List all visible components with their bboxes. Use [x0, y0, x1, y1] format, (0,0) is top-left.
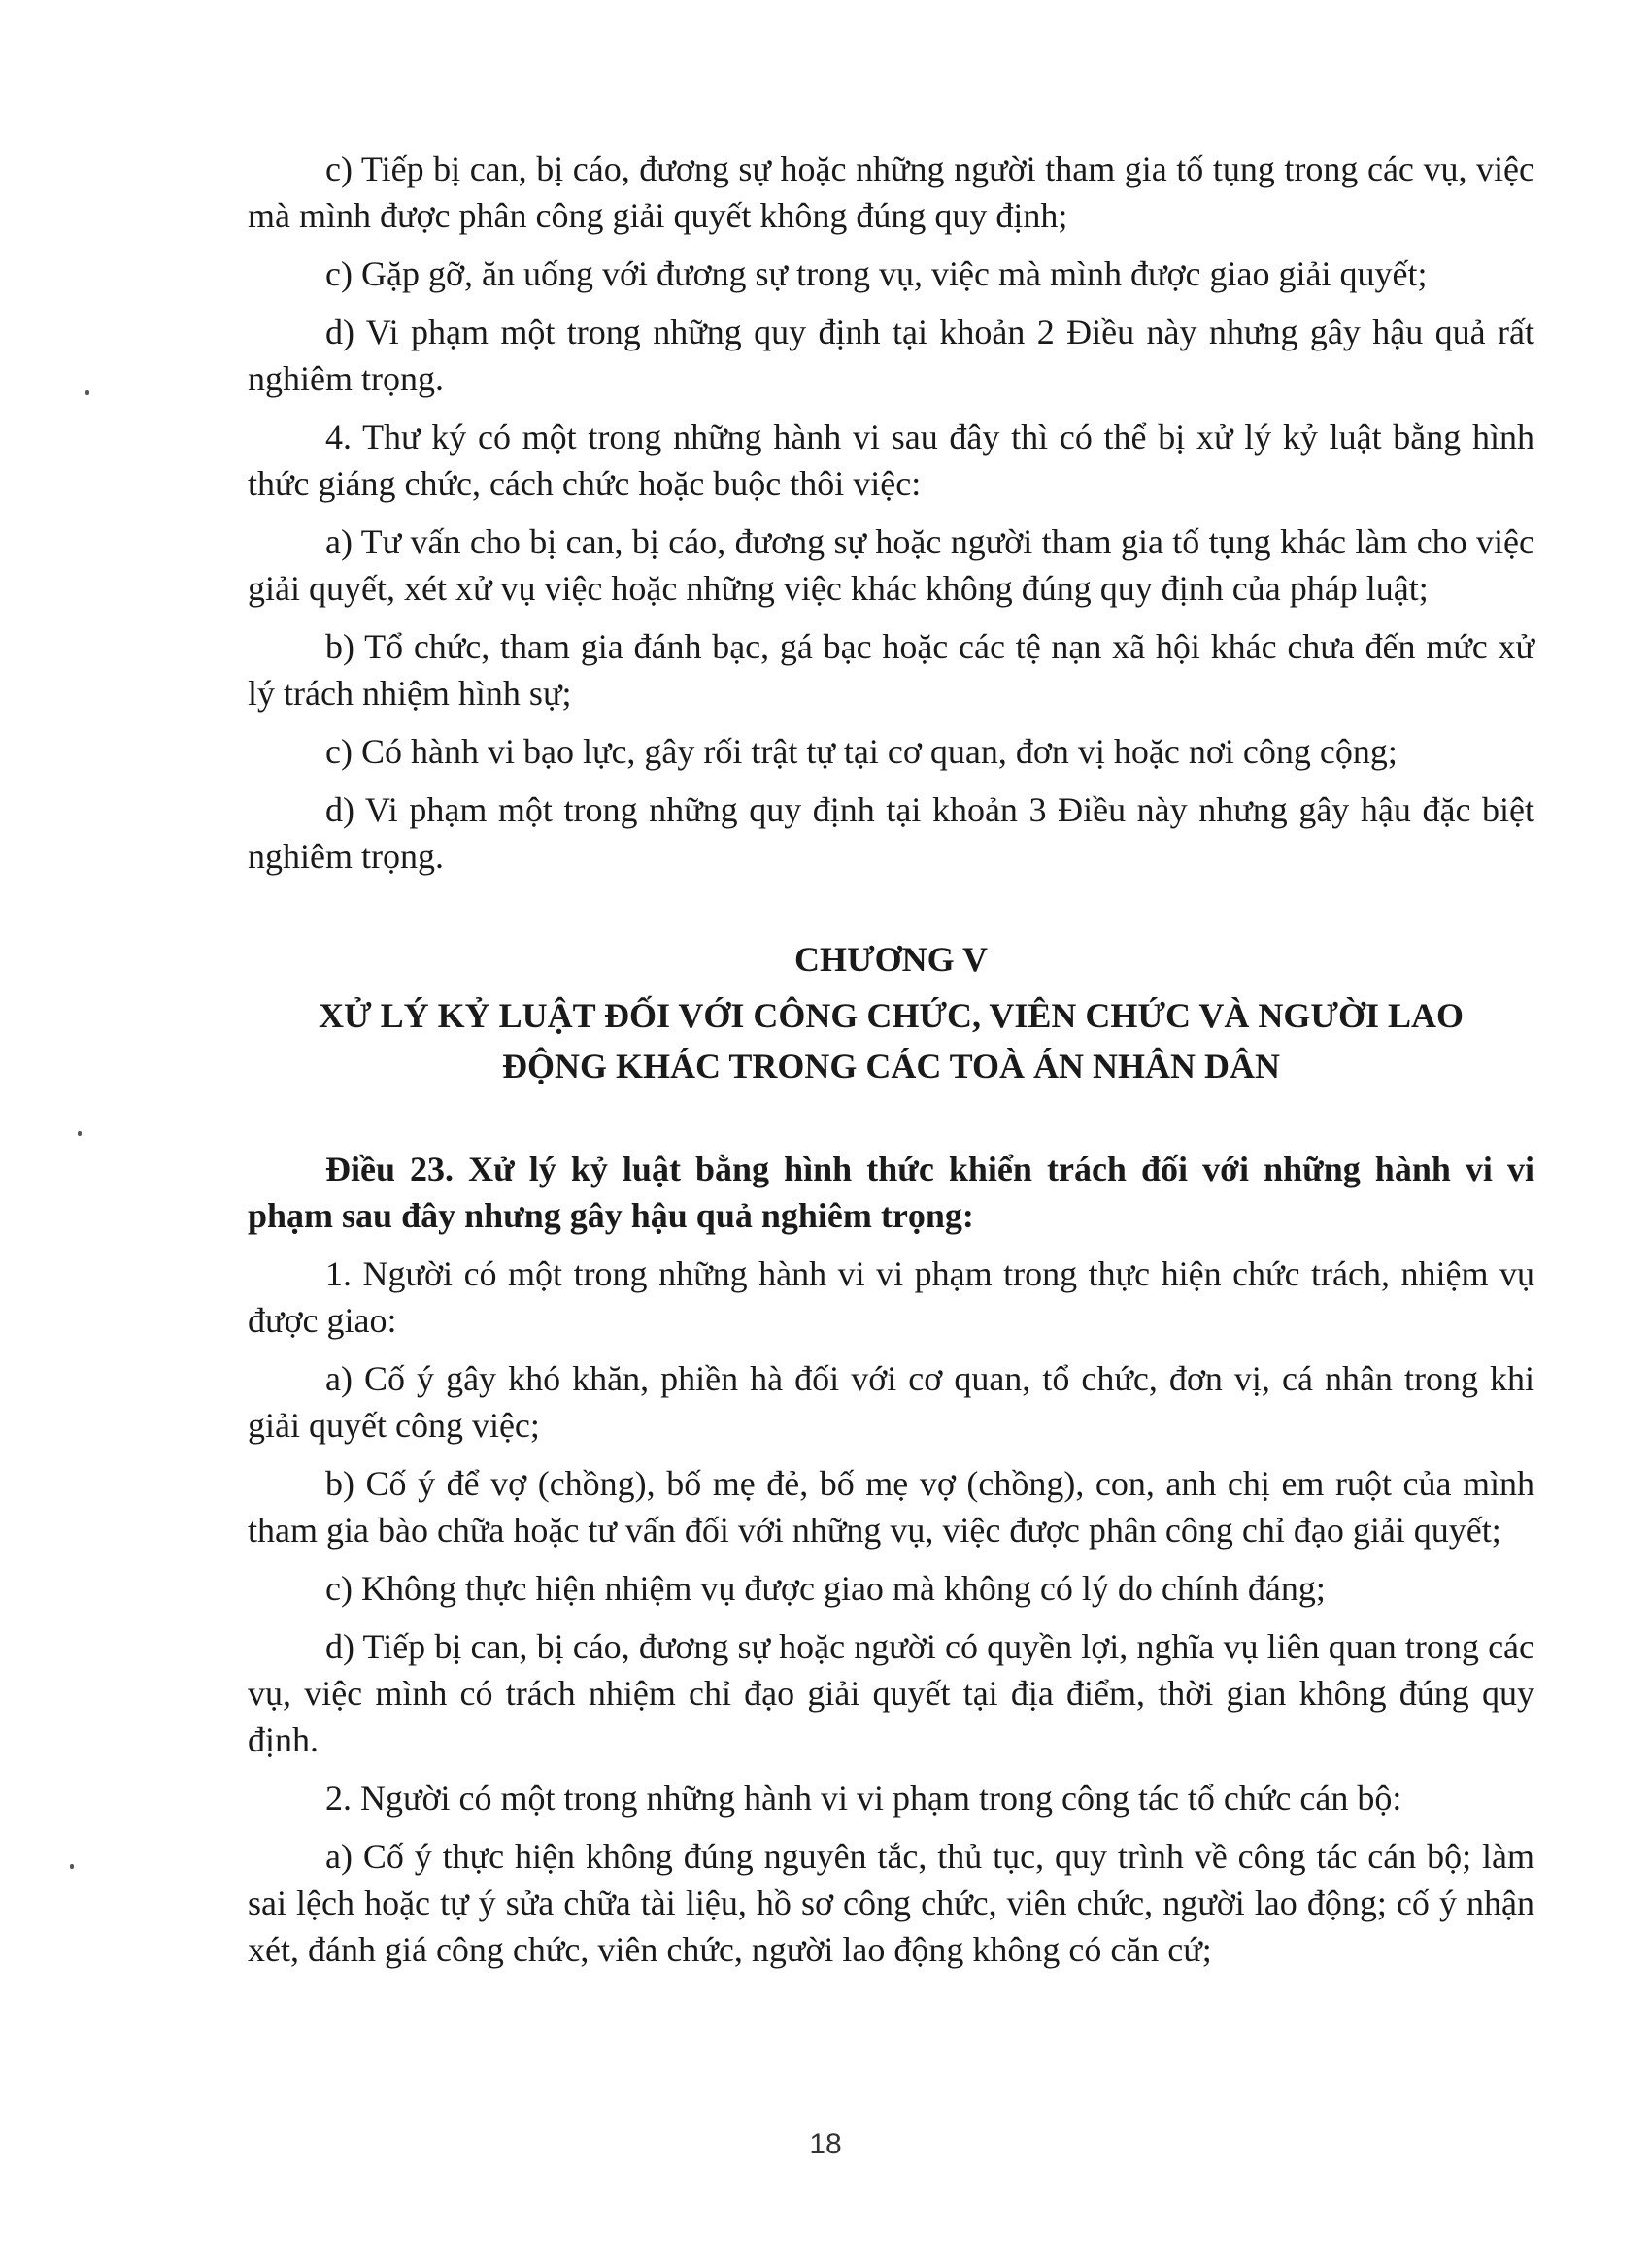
- scan-speck: [78, 1131, 82, 1136]
- scan-speck: [85, 390, 89, 395]
- chapter-heading: [248, 936, 1534, 1091]
- paragraph: d) Tiếp bị can, bị cáo, đương sự hoặc người có quyền lợi, nghĩa vụ liên quan trong các vụ, việc mình có trách nhiệm chỉ đạo giải quyết tại địa điểm, thời gian không đúng quy định.: [248, 1627, 1534, 1759]
- paragraph: 1. Người có một trong những hành vi vi phạm trong thực hiện chức trách, nhiệm vụ được giao:: [248, 1254, 1534, 1340]
- chapter-subtitle-line-2: ĐỘNG KHÁC TRONG CÁC TOÀ ÁN NHÂN DÂN: [501, 1047, 1281, 1085]
- chapter-subtitle-line-1: XỬ LÝ KỶ LUẬT ĐỐI VỚI CÔNG CHỨC, VIÊN CHỨC VÀ NGƯỜI LAO: [318, 996, 1465, 1035]
- chapter-title: CHƯƠNG V: [793, 940, 988, 979]
- paragraph: a) Cố ý gây khó khăn, phiền hà đối với cơ quan, tổ chức, đơn vị, cá nhân trong khi giải quyết công việc;: [248, 1359, 1534, 1445]
- document-page: [248, 146, 1534, 1984]
- paragraph: a) Cố ý thực hiện không đúng nguyên tắc, thủ tục, quy trình về công tác cán bộ; làm sai lệch hoặc tự ý sửa chữa tài liệu, hồ sơ công chức, viên chức, người lao động; cố ý nhận xét, đánh giá công chức, viên chức, người lao động không có căn cứ;: [248, 1837, 1534, 1969]
- paragraph: b) Tổ chức, tham gia đánh bạc, gá bạc hoặc các tệ nạn xã hội khác chưa đến mức xử lý trách nhiệm hình sự;: [248, 627, 1534, 713]
- page-number: 18: [809, 2128, 842, 2160]
- section-bottom: [248, 1251, 1534, 1973]
- paragraph: b) Cố ý để vợ (chồng), bố mẹ đẻ, bố mẹ vợ (chồng), con, anh chị em ruột của mình tham gia bào chữa hoặc tư vấn đối với những vụ, việc được phân công chỉ đạo giải quyết;: [248, 1464, 1534, 1550]
- paragraph: c) Tiếp bị can, bị cáo, đương sự hoặc những người tham gia tố tụng trong các vụ, việc mà mình được phân công giải quyết không đúng quy định;: [248, 150, 1534, 235]
- paragraph: c) Gặp gỡ, ăn uống với đương sự trong vụ, việc mà mình được giao giải quyết;: [325, 254, 1428, 293]
- paragraph: 4. Thư ký có một trong những hành vi sau đây thì có thể bị xử lý kỷ luật bằng hình thức giáng chức, cách chức hoặc buộc thôi việc:: [248, 417, 1534, 503]
- section-top: [248, 146, 1534, 880]
- article-heading: Điều 23. Xử lý kỷ luật bằng hình thức khiển trách đối với những hành vi vi phạm sau đây nhưng gây hậu quả nghiêm trọng:: [248, 1150, 1534, 1235]
- paragraph: a) Tư vấn cho bị can, bị cáo, đương sự hoặc người tham gia tố tụng khác làm cho việc giải quyết, xét xử vụ việc hoặc những việc khác không đúng quy định của pháp luật;: [248, 522, 1534, 608]
- paragraph: d) Vi phạm một trong những quy định tại khoản 2 Điều này nhưng gây hậu quả rất nghiêm trọng.: [248, 313, 1534, 398]
- paragraph: c) Không thực hiện nhiệm vụ được giao mà không có lý do chính đáng;: [325, 1569, 1326, 1608]
- paragraph: c) Có hành vi bạo lực, gây rối trật tự tại cơ quan, đơn vị hoặc nơi công cộng;: [325, 732, 1398, 771]
- paragraph: 2. Người có một trong những hành vi vi phạm trong công tác tổ chức cán bộ:: [325, 1779, 1402, 1818]
- scan-speck: [70, 1864, 74, 1869]
- paragraph: d) Vi phạm một trong những quy định tại khoản 3 Điều này nhưng gây hậu đặc biệt nghiêm trọng.: [248, 790, 1534, 876]
